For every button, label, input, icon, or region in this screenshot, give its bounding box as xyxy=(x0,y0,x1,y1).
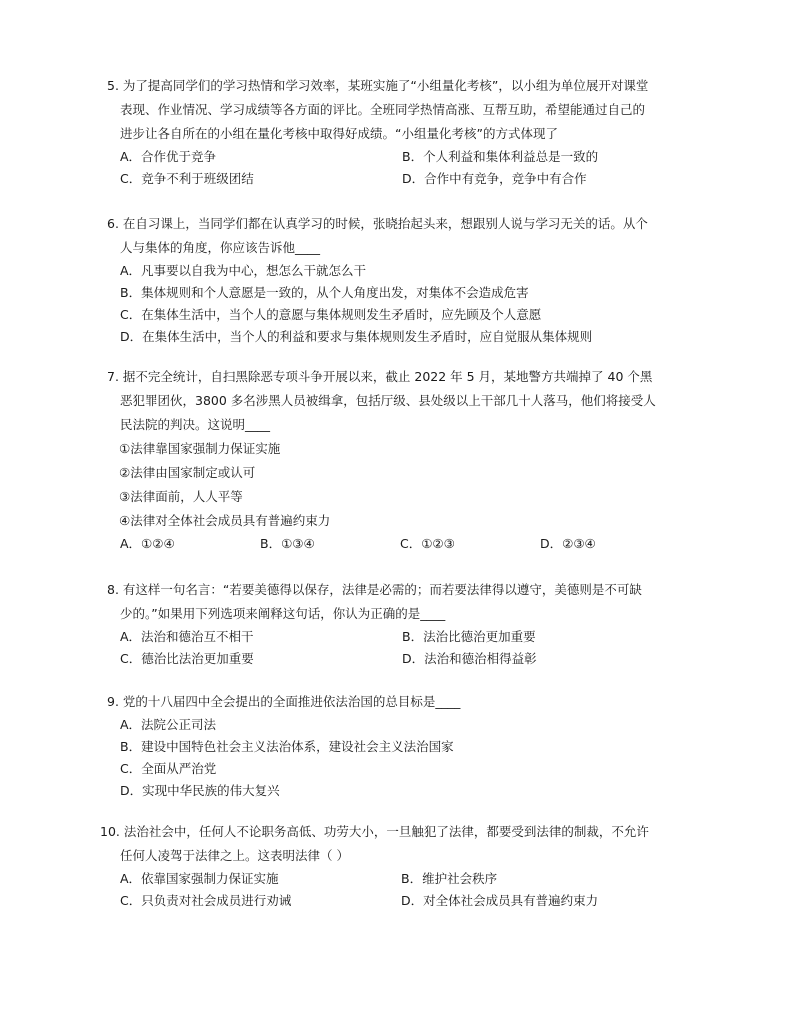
option-d[interactable]: D．在集体生活中，当个人的利益和要求与集体规则发生矛盾时，应自觉服从集体规则 xyxy=(120,329,593,344)
statement-4: ④法律对全体社会成员具有普遍约束力 xyxy=(119,513,331,528)
option-c[interactable]: C．在集体生活中，当个人的意愿与集体规则发生矛盾时，应先顾及个人意愿 xyxy=(120,307,542,322)
option-a[interactable]: A．凡事要以自我为中心，想怎么干就怎么干 xyxy=(120,263,367,278)
option-b[interactable]: B．建设中国特色社会主义法治体系，建设社会主义法治国家 xyxy=(120,739,454,754)
option-a[interactable]: A．①②④ xyxy=(120,536,175,551)
question-stem-line: 8. 有这样一句名言：“若要美德得以保存，法律是必需的；而若要法律得以遵守，美德则是不可缺 xyxy=(107,582,642,597)
option-c[interactable]: C．全面从严治党 xyxy=(120,761,217,776)
question-stem-line: 7. 据不完全统计，自扫黑除恶专项斗争开展以来，截止 2022 年 5 月，某地警方共端掉了 40 个黑 xyxy=(107,369,653,384)
option-c[interactable]: C．德治比法治更加重要 xyxy=(120,651,254,666)
question-stem-line: 9. 党的十八届四中全会提出的全面推进依法治国的总目标是____ xyxy=(107,694,461,709)
question-stem-line: 5. 为了提高同学们的学习热情和学习效率，某班实施了“小组量化考核”，以小组为单位展开对课堂 xyxy=(107,78,649,93)
question-stem-line: 6. 在自习课上，当同学们都在认真学习的时候，张晓抬起头来，想跟别人说与学习无关的话。从个 xyxy=(107,216,648,231)
option-b[interactable]: B．维护社会秩序 xyxy=(401,871,498,886)
statement-3: ③法律面前，人人平等 xyxy=(119,489,243,504)
question-6 xyxy=(107,212,707,348)
question-10 xyxy=(100,820,700,912)
option-c[interactable]: C．①②③ xyxy=(400,536,455,551)
question-7 xyxy=(107,365,707,555)
question-stem-line: 少的。”如果用下列选项来阐释这句话，你认为正确的是____ xyxy=(120,606,446,621)
option-d[interactable]: D．实现中华民族的伟大复兴 xyxy=(120,783,280,798)
question-stem-line: 任何人凌驾于法律之上。这表明法律（ ） xyxy=(120,848,349,863)
question-stem-line: 表现、作业情况、学习成绩等各方面的评比。全班同学热情高涨、互帮互助，希望能通过自己的 xyxy=(120,102,646,117)
option-a[interactable]: A．法治和德治互不相干 xyxy=(120,629,254,644)
option-a[interactable]: A．依靠国家强制力保证实施 xyxy=(120,871,279,886)
option-b[interactable]: B．法治比德治更加重要 xyxy=(402,629,536,644)
option-d[interactable]: D．②③④ xyxy=(540,536,596,551)
option-b[interactable]: B．①③④ xyxy=(260,536,315,551)
option-a[interactable]: A．合作优于竞争 xyxy=(120,149,217,164)
option-c[interactable]: C．竞争不利于班级团结 xyxy=(120,171,254,186)
question-9 xyxy=(107,690,707,802)
question-stem-line: 10. 法治社会中，任何人不论职务高低、功劳大小，一旦触犯了法律，都要受到法律的制裁，不允许 xyxy=(100,824,649,839)
question-stem-line: 恶犯罪团伙，3800 多名涉黑人员被缉拿，包括厅级、县处级以上干部几十人落马，他们将接受人 xyxy=(120,393,656,408)
statement-1: ①法律靠国家强制力保证实施 xyxy=(119,441,281,456)
option-c[interactable]: C．只负责对社会成员进行劝诫 xyxy=(120,893,292,908)
option-d[interactable]: D．合作中有竞争，竞争中有合作 xyxy=(402,171,587,186)
statement-2: ②法律由国家制定或认可 xyxy=(119,465,256,480)
option-d[interactable]: D．对全体社会成员具有普遍约束力 xyxy=(401,893,599,908)
question-5 xyxy=(107,74,707,190)
option-d[interactable]: D．法治和德治相得益彰 xyxy=(402,651,537,666)
option-b[interactable]: B．集体规则和个人意愿是一致的，从个人角度出发，对集体不会造成危害 xyxy=(120,285,529,300)
question-stem-line: 人与集体的角度，你应该告诉他____ xyxy=(120,240,321,255)
option-b[interactable]: B．个人利益和集体利益总是一致的 xyxy=(402,149,599,164)
question-stem-line: 进步让各自所在的小组在量化考核中取得好成绩。“小组量化考核”的方式体现了 xyxy=(120,126,558,141)
option-a[interactable]: A．法院公正司法 xyxy=(120,717,217,732)
question-stem-line: 民法院的判决。这说明____ xyxy=(120,417,271,432)
question-8 xyxy=(107,578,707,670)
